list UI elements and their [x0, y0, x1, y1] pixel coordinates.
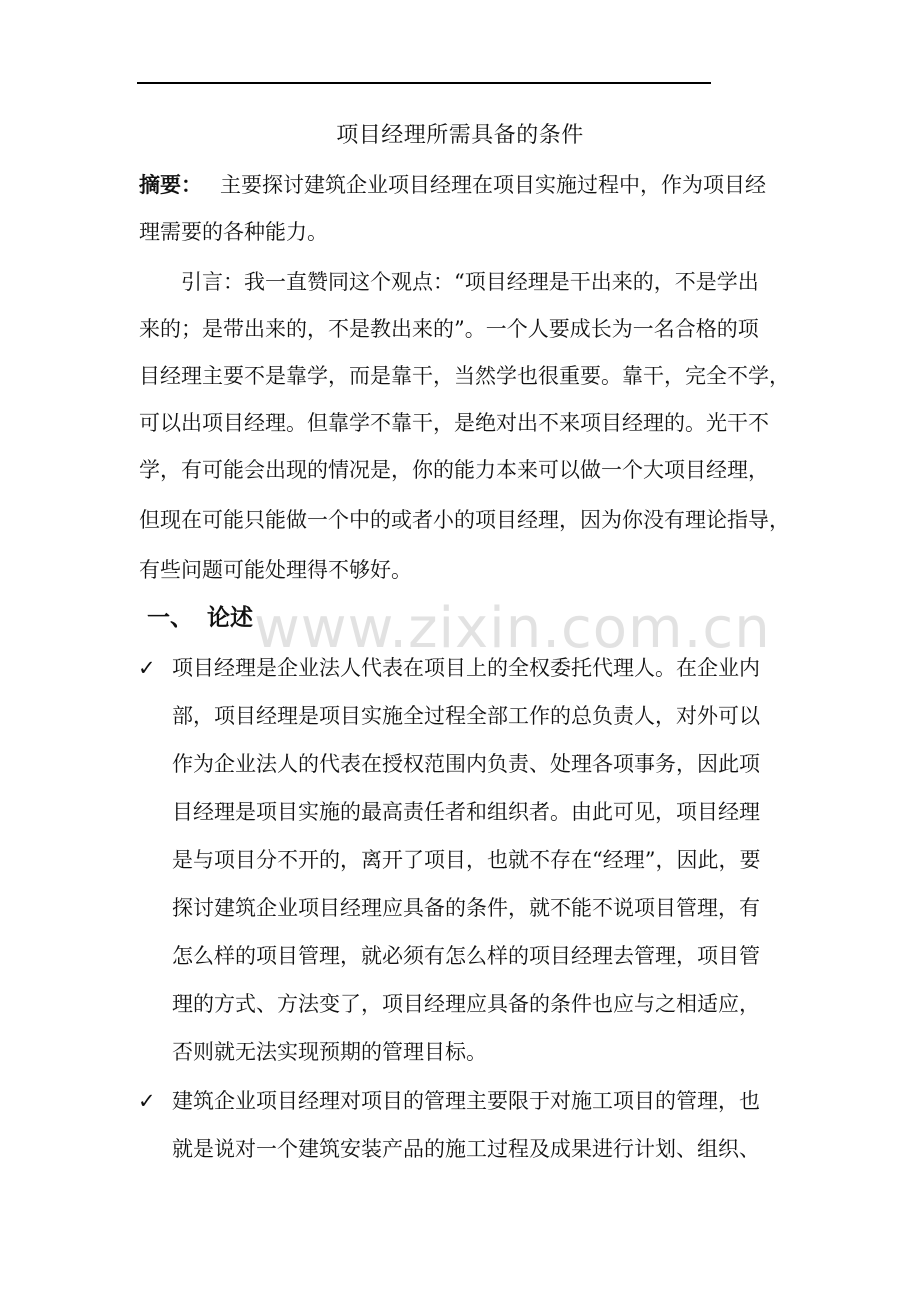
abstract-line-2: 理需要的各种能力。 — [139, 220, 328, 244]
bullet-line: 否则就无法实现预期的管理目标。 — [172, 1040, 487, 1064]
document-title: 项目经理所需具备的条件 — [336, 123, 584, 148]
intro-line: 引言：我一直赞同这个观点：“项目经理是干出来的，不是学出 — [181, 270, 759, 294]
section-heading — [147, 598, 253, 638]
section-number: 一、 — [147, 605, 193, 631]
bullet-line: 部，项目经理是项目实施全过程全部工作的总负责人，对外可以 — [172, 704, 760, 728]
abstract-line-1 — [139, 167, 766, 203]
checkmark-icon: ✓ — [138, 656, 156, 680]
bullet-line: 建筑企业项目经理对项目的管理主要限于对施工项目的管理，也 — [172, 1089, 760, 1113]
section-heading-text: 论述 — [207, 605, 253, 631]
bullet-line: 目经理是项目实施的最高责任者和组织者。由此可见，项目经理 — [172, 800, 760, 824]
abstract-label: 摘要： — [139, 172, 202, 197]
bullet-line: 探讨建筑企业项目经理应具备的条件，就不能不说项目管理，有 — [172, 896, 760, 920]
bullet-line: 是与项目分不开的，离开了项目，也就不存在“经理”，因此，要 — [172, 848, 761, 872]
header-rule — [137, 82, 711, 84]
bullet-line: 作为企业法人的代表在授权范围内负责、处理各项事务，因此项 — [172, 752, 760, 776]
intro-line: 学，有可能会出现的情况是，你的能力本来可以做一个大项目经理， — [139, 458, 769, 482]
bullet-line: 就是说对一个建筑安装产品的施工过程及成果进行计划、组织、 — [172, 1137, 760, 1161]
intro-line: 有些问题可能处理得不够好。 — [139, 558, 412, 582]
intro-line: 来的；是带出来的，不是教出来的”。一个人要成长为一名合格的项 — [139, 317, 759, 341]
bullet-line: 项目经理是企业法人代表在项目上的全权委托代理人。在企业内 — [172, 656, 760, 680]
bullet-line: 怎么样的项目管理，就必须有怎么样的项目经理去管理，项目管 — [172, 944, 760, 968]
abstract-text: 主要探讨建筑企业项目经理在项目实施过程中，作为项目经 — [220, 173, 766, 197]
checkmark-icon: ✓ — [138, 1089, 156, 1113]
bullet-line: 理的方式、方法变了，项目经理应具备的条件也应与之相适应， — [172, 992, 760, 1016]
intro-line: 可以出项目经理。但靠学不靠干，是绝对出不来项目经理的。光干不 — [139, 411, 769, 435]
intro-line: 目经理主要不是靠学，而是靠干，当然学也很重要。靠干，完全不学， — [139, 364, 790, 388]
watermark: www.zixin.com.cn — [254, 596, 771, 661]
intro-line: 但现在可能只能做一个中的或者小的项目经理，因为你没有理论指导， — [139, 508, 790, 532]
